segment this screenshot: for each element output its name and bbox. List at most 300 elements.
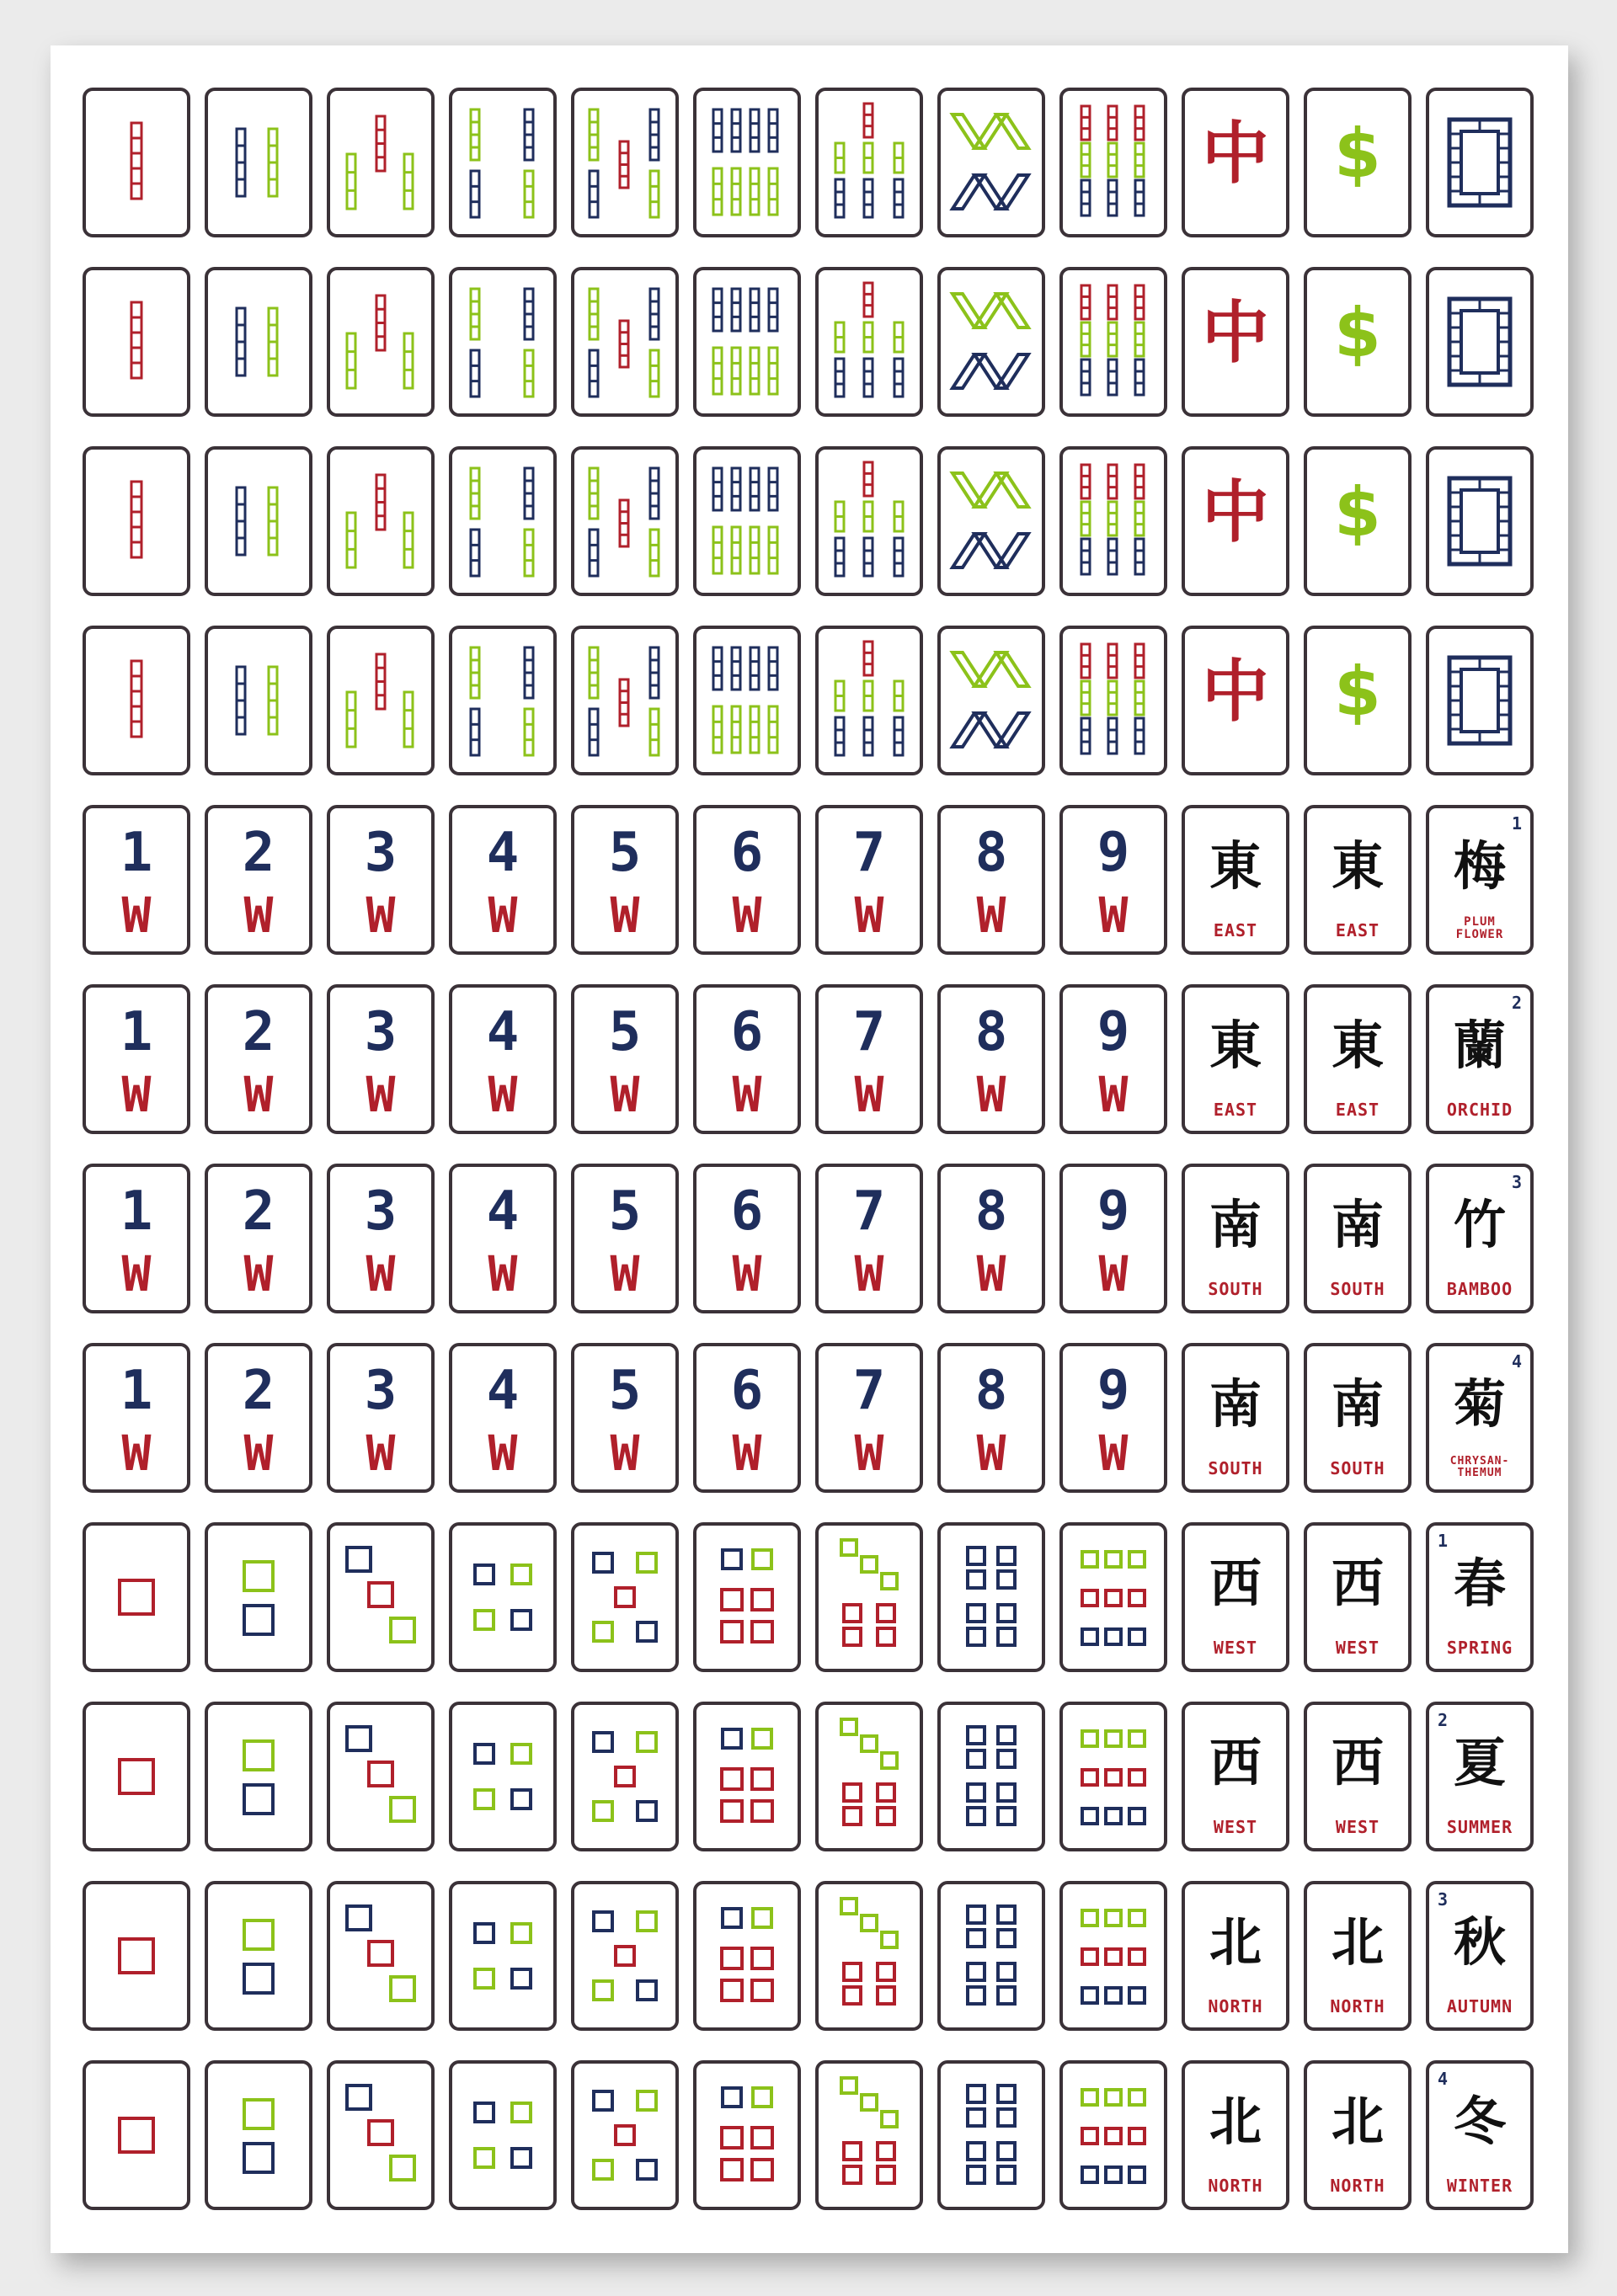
circle-pip — [369, 1583, 392, 1606]
tile-circle-2[interactable] — [205, 2060, 312, 2210]
circle-pip — [844, 2166, 861, 2183]
wind-south-glyph: 南 — [1209, 1373, 1262, 1435]
bamboo-stick — [269, 308, 277, 376]
bamboo-stick — [894, 359, 903, 397]
character-number: 2 — [242, 1180, 275, 1243]
tile-character-8[interactable] — [937, 1164, 1045, 1313]
tile-character-7[interactable] — [815, 805, 923, 955]
tile-bamboo-1[interactable] — [83, 88, 190, 237]
tile-circle-2[interactable] — [205, 1702, 312, 1851]
tile-flower[interactable] — [1426, 1343, 1534, 1493]
bamboo-stick — [894, 502, 903, 531]
circle-pip — [594, 2160, 612, 2179]
tile-bamboo-8[interactable] — [937, 626, 1045, 775]
circle-pip — [1106, 1770, 1121, 1785]
tile-character-9[interactable] — [1059, 984, 1167, 1134]
circle-pip — [347, 1548, 371, 1571]
bamboo-stick — [835, 502, 844, 531]
character-number: 5 — [608, 1360, 642, 1422]
tile-bamboo-6[interactable] — [693, 626, 801, 775]
tile-flower[interactable] — [1426, 1164, 1534, 1313]
bamboo-stick — [404, 333, 413, 388]
tile-circle-6[interactable] — [693, 1522, 801, 1672]
tile-bamboo-1[interactable] — [83, 446, 190, 596]
bamboo-stick — [1135, 285, 1144, 319]
bamboo-stick — [650, 171, 659, 217]
bamboo-stick — [769, 168, 777, 215]
bonus-glyph: 冬 — [1453, 2091, 1506, 2152]
tile-wind-north[interactable] — [1182, 2060, 1289, 2210]
tile-bamboo-3[interactable] — [327, 626, 435, 775]
tile-character-4[interactable] — [449, 1164, 557, 1313]
tile-bamboo-4[interactable] — [449, 267, 557, 417]
bamboo-stick — [269, 667, 277, 734]
tile-bamboo-7[interactable] — [815, 267, 923, 417]
tile-bamboo-5[interactable] — [571, 88, 679, 237]
bamboo-stick — [525, 647, 533, 698]
tile-circle-8[interactable] — [937, 1702, 1045, 1851]
tile-bamboo-8[interactable] — [937, 267, 1045, 417]
tile-circle-1[interactable] — [83, 1522, 190, 1672]
tile-character-7[interactable] — [815, 1164, 923, 1313]
bamboo-stick — [1081, 285, 1090, 319]
wind-north-glyph: 北 — [1331, 2091, 1384, 2152]
circle-pip — [475, 1611, 494, 1629]
character-number: 9 — [1097, 822, 1130, 884]
bamboo-stick — [376, 116, 385, 171]
bamboo-stick — [1135, 502, 1144, 535]
tile-character-6[interactable] — [693, 984, 801, 1134]
tile-character-4[interactable] — [449, 1343, 557, 1493]
tile-wind-east[interactable] — [1304, 984, 1412, 1134]
circle-pip — [998, 1605, 1015, 1622]
circle-pip — [616, 1588, 634, 1606]
tile-character-6[interactable] — [693, 805, 801, 955]
tile-character-8[interactable] — [937, 984, 1045, 1134]
character-suit-letter: W — [366, 1425, 396, 1482]
bonus-glyph: 梅 — [1453, 835, 1506, 897]
bonus-label: SUMMER — [1446, 1817, 1513, 1837]
tile-wind-south[interactable] — [1182, 1164, 1289, 1313]
tile-bamboo-5[interactable] — [571, 267, 679, 417]
circle-pip — [616, 2126, 634, 2144]
tile-bamboo-1[interactable] — [83, 267, 190, 417]
tile-season[interactable] — [1426, 1702, 1534, 1851]
bamboo-stick — [894, 681, 903, 711]
tile-character-2[interactable] — [205, 805, 312, 955]
tile-circle-8[interactable] — [937, 2060, 1045, 2210]
tile-circle-4[interactable] — [449, 1881, 557, 2031]
tile-season[interactable] — [1426, 1522, 1534, 1672]
character-suit-letter: W — [610, 1425, 640, 1482]
circle-pip — [347, 1906, 371, 1930]
circle-pip — [1129, 1809, 1145, 1824]
circle-pip — [391, 1977, 414, 2000]
circle-pip — [638, 1553, 656, 1572]
bamboo-stick — [347, 333, 355, 388]
circle-pip — [723, 1550, 741, 1569]
tile-circle-5[interactable] — [571, 2060, 679, 2210]
tile-bamboo-4[interactable] — [449, 626, 557, 775]
tile-white-dragon[interactable] — [1426, 446, 1534, 596]
tile-bamboo-7[interactable] — [815, 88, 923, 237]
tile-green-dragon[interactable] — [1304, 267, 1412, 417]
tile-circle-5[interactable] — [571, 1881, 679, 2031]
bamboo-stick — [131, 302, 141, 378]
tile-flower[interactable] — [1426, 805, 1534, 955]
tile-circle-7[interactable] — [815, 1702, 923, 1851]
tile-circle-3[interactable] — [327, 2060, 435, 2210]
character-suit-letter: W — [488, 1066, 518, 1123]
circle-pip — [882, 1574, 897, 1589]
tile-bamboo-4[interactable] — [449, 88, 557, 237]
tile-character-5[interactable] — [571, 805, 679, 955]
bamboo-stick — [1108, 285, 1117, 319]
tile-bamboo-6[interactable] — [693, 446, 801, 596]
bamboo-stick — [1081, 180, 1090, 216]
tile-character-5[interactable] — [571, 1343, 679, 1493]
circle-pip — [878, 1963, 894, 1980]
tile-character-9[interactable] — [1059, 805, 1167, 955]
wind-north-glyph: 北 — [1331, 1911, 1384, 1973]
bamboo-stick — [953, 115, 985, 148]
tile-circle-4[interactable] — [449, 1702, 557, 1851]
circle-pip — [998, 1628, 1015, 1645]
tile-character-8[interactable] — [937, 1343, 1045, 1493]
tile-circle-9[interactable] — [1059, 1881, 1167, 2031]
tile-circle-2[interactable] — [205, 1522, 312, 1672]
character-suit-letter: W — [610, 1245, 640, 1302]
circle-pip — [512, 1924, 531, 1942]
circle-pip — [244, 2100, 273, 2128]
tile-circle-9[interactable] — [1059, 1522, 1167, 1672]
character-number: 5 — [608, 1180, 642, 1243]
tile-bamboo-2[interactable] — [205, 626, 312, 775]
circle-pip — [594, 1912, 612, 1931]
bamboo-stick — [769, 468, 777, 510]
circle-pip — [841, 1899, 857, 1914]
circle-pip — [1106, 2128, 1121, 2144]
circle-pip — [1106, 1910, 1121, 1926]
bonus-glyph: 秋 — [1453, 1911, 1506, 1973]
tile-circle-4[interactable] — [449, 2060, 557, 2210]
bonus-label: ORCHID — [1446, 1100, 1513, 1120]
tile-bamboo-2[interactable] — [205, 267, 312, 417]
bamboo-stick — [732, 348, 740, 394]
green-dragon-icon: $ — [1334, 473, 1381, 551]
tile-circle-6[interactable] — [693, 2060, 801, 2210]
circle-pip — [968, 1930, 985, 1947]
circle-pip — [475, 2149, 494, 2167]
wind-west-glyph: 西 — [1209, 1553, 1262, 1614]
tile-character-5[interactable] — [571, 984, 679, 1134]
tile-bamboo-4[interactable] — [449, 446, 557, 596]
character-number: 3 — [364, 822, 398, 884]
tile-circle-2[interactable] — [205, 1881, 312, 2031]
bamboo-stick — [1135, 465, 1144, 498]
wind-south-label: SOUTH — [1330, 1458, 1385, 1478]
character-number: 1 — [120, 1180, 153, 1243]
tile-wind-north[interactable] — [1304, 1881, 1412, 2031]
circle-pip — [244, 1964, 273, 1993]
bamboo-stick — [471, 530, 479, 576]
tile-flower[interactable] — [1426, 984, 1534, 1134]
bamboo-stick — [864, 283, 873, 317]
bamboo-stick — [404, 154, 413, 209]
circle-pip — [638, 2091, 656, 2110]
tile-bamboo-2[interactable] — [205, 446, 312, 596]
circle-pip — [878, 2166, 894, 2183]
bamboo-stick — [713, 109, 722, 152]
white-dragon-icon — [1449, 478, 1510, 564]
circle-pip — [475, 1745, 494, 1763]
tile-green-dragon[interactable] — [1304, 626, 1412, 775]
bamboo-stick — [996, 115, 1028, 148]
tile-bamboo-3[interactable] — [327, 267, 435, 417]
green-dragon-icon: $ — [1334, 294, 1381, 372]
bamboo-stick — [1081, 465, 1090, 498]
tile-bamboo-9[interactable] — [1059, 446, 1167, 596]
tile-character-1[interactable] — [83, 984, 190, 1134]
tile-circle-7[interactable] — [815, 1522, 923, 1672]
bamboo-stick — [131, 661, 141, 737]
wind-north-label: NORTH — [1208, 1996, 1263, 2016]
tile-character-7[interactable] — [815, 1343, 923, 1493]
tile-character-9[interactable] — [1059, 1164, 1167, 1313]
tile-character-2[interactable] — [205, 984, 312, 1134]
tile-bamboo-6[interactable] — [693, 88, 801, 237]
tile-green-dragon[interactable] — [1304, 88, 1412, 237]
tile-circle-9[interactable] — [1059, 2060, 1167, 2210]
bamboo-stick — [996, 534, 1028, 567]
tile-bamboo-8[interactable] — [937, 446, 1045, 596]
character-suit-letter: W — [854, 1245, 884, 1302]
bamboo-stick — [974, 653, 1006, 686]
tile-character-3[interactable] — [327, 1164, 435, 1313]
tile-bamboo-6[interactable] — [693, 267, 801, 417]
bamboo-stick — [376, 654, 385, 709]
tile-wind-west[interactable] — [1304, 1522, 1412, 1672]
bamboo-stick — [1135, 143, 1144, 177]
tile-season[interactable] — [1426, 1881, 1534, 2031]
tile-bamboo-7[interactable] — [815, 626, 923, 775]
tile-red-dragon[interactable] — [1182, 626, 1289, 775]
tile-circle-9[interactable] — [1059, 1702, 1167, 1851]
bamboo-stick — [864, 322, 873, 352]
bamboo-stick — [525, 709, 533, 755]
tile-bamboo-3[interactable] — [327, 88, 435, 237]
circle-pip — [968, 2143, 985, 2160]
tile-bamboo-9[interactable] — [1059, 626, 1167, 775]
character-number: 8 — [974, 1001, 1008, 1063]
tile-character-8[interactable] — [937, 805, 1045, 955]
character-number: 4 — [486, 1360, 520, 1422]
circle-pip — [752, 1801, 772, 1821]
tile-character-9[interactable] — [1059, 1343, 1167, 1493]
bamboo-stick — [750, 289, 759, 331]
bamboo-stick — [769, 348, 777, 394]
tile-character-1[interactable] — [83, 1343, 190, 1493]
circle-pip — [391, 2156, 414, 2180]
tile-circle-1[interactable] — [83, 2060, 190, 2210]
circle-pip — [1106, 1809, 1121, 1824]
circle-pip — [1129, 2167, 1145, 2182]
tile-circle-6[interactable] — [693, 1702, 801, 1851]
character-suit-letter: W — [732, 1245, 762, 1302]
tile-season[interactable] — [1426, 2060, 1534, 2210]
bamboo-stick — [471, 647, 479, 698]
bamboo-stick — [732, 168, 740, 215]
bamboo-stick — [750, 348, 759, 394]
bamboo-stick — [525, 350, 533, 397]
white-dragon-icon — [1449, 299, 1510, 385]
circle-pip — [244, 1785, 273, 1814]
tile-character-2[interactable] — [205, 1164, 312, 1313]
tile-circle-6[interactable] — [693, 1881, 801, 2031]
tile-circle-1[interactable] — [83, 1702, 190, 1851]
circle-pip — [594, 1802, 612, 1820]
circle-pip — [638, 1622, 656, 1641]
tile-circle-4[interactable] — [449, 1522, 557, 1672]
wind-north-label: NORTH — [1330, 1996, 1385, 2016]
tile-circle-7[interactable] — [815, 1881, 923, 2031]
bamboo-stick — [1081, 502, 1090, 535]
bamboo-stick — [525, 530, 533, 576]
circle-pip — [1082, 2128, 1097, 2144]
tile-character-4[interactable] — [449, 984, 557, 1134]
tile-bamboo-1[interactable] — [83, 626, 190, 775]
tile-wind-west[interactable] — [1182, 1522, 1289, 1672]
bamboo-stick — [732, 468, 740, 510]
bamboo-stick — [953, 294, 985, 328]
character-number: 1 — [120, 822, 153, 884]
tile-white-dragon[interactable] — [1426, 267, 1534, 417]
circle-pip — [723, 1909, 741, 1927]
tile-wind-east[interactable] — [1304, 805, 1412, 955]
tile-red-dragon[interactable] — [1182, 267, 1289, 417]
bamboo-stick — [953, 175, 985, 209]
character-suit-letter: W — [488, 1245, 518, 1302]
wind-west-label: WEST — [1335, 1817, 1380, 1837]
tile-circle-5[interactable] — [571, 1702, 679, 1851]
tile-bamboo-9[interactable] — [1059, 267, 1167, 417]
circle-pip — [1106, 1731, 1121, 1746]
bamboo-stick — [974, 115, 1006, 148]
bamboo-stick — [1081, 681, 1090, 715]
bonus-glyph: 夏 — [1453, 1732, 1506, 1793]
bamboo-stick — [996, 294, 1028, 328]
tile-wind-south[interactable] — [1304, 1164, 1412, 1313]
bamboo-stick — [1135, 360, 1144, 395]
tile-red-dragon[interactable] — [1182, 88, 1289, 237]
tile-circle-5[interactable] — [571, 1522, 679, 1672]
bamboo-stick — [996, 354, 1028, 388]
bamboo-stick — [974, 175, 1006, 209]
tile-wind-north[interactable] — [1182, 1881, 1289, 2031]
tile-red-dragon[interactable] — [1182, 446, 1289, 596]
circle-pip — [844, 2143, 861, 2160]
circle-pip — [752, 1622, 772, 1642]
circle-pip — [1129, 2128, 1145, 2144]
tile-character-6[interactable] — [693, 1343, 801, 1493]
circle-pip — [594, 1553, 612, 1572]
circle-pip — [752, 1590, 772, 1610]
tile-circle-3[interactable] — [327, 1522, 435, 1672]
tile-bamboo-7[interactable] — [815, 446, 923, 596]
wind-east-label: EAST — [1213, 1100, 1258, 1120]
tile-white-dragon[interactable] — [1426, 626, 1534, 775]
tile-circle-3[interactable] — [327, 1881, 435, 2031]
tile-bamboo-5[interactable] — [571, 626, 679, 775]
circle-pip — [1082, 1590, 1097, 1606]
tile-white-dragon[interactable] — [1426, 88, 1534, 237]
tile-bamboo-2[interactable] — [205, 88, 312, 237]
bamboo-stick — [650, 530, 659, 576]
circle-pip — [844, 1963, 861, 1980]
circle-pip — [968, 1727, 985, 1744]
bonus-number: 2 — [1511, 993, 1522, 1013]
tile-circle-3[interactable] — [327, 1702, 435, 1851]
tile-bamboo-5[interactable] — [571, 446, 679, 596]
tile-character-6[interactable] — [693, 1164, 801, 1313]
circle-pip — [723, 2088, 741, 2107]
bamboo-stick — [864, 502, 873, 531]
bonus-number: 2 — [1438, 1710, 1449, 1730]
tile-character-3[interactable] — [327, 805, 435, 955]
tile-character-3[interactable] — [327, 1343, 435, 1493]
tile-wind-east[interactable] — [1182, 984, 1289, 1134]
circle-pip — [862, 1915, 877, 1931]
tile-wind-north[interactable] — [1304, 2060, 1412, 2210]
circle-pip — [244, 1562, 273, 1590]
bamboo-stick — [376, 475, 385, 530]
tile-bamboo-3[interactable] — [327, 446, 435, 596]
tile-character-4[interactable] — [449, 805, 557, 955]
tile-character-1[interactable] — [83, 1164, 190, 1313]
tile-wind-south[interactable] — [1182, 1343, 1289, 1493]
bamboo-stick — [864, 642, 873, 675]
bamboo-stick — [835, 538, 844, 576]
character-suit-letter: W — [243, 887, 274, 944]
bamboo-stick — [347, 154, 355, 209]
circle-pip — [998, 2086, 1015, 2102]
tile-character-1[interactable] — [83, 805, 190, 955]
wind-east-label: EAST — [1335, 1100, 1380, 1120]
tile-bamboo-8[interactable] — [937, 88, 1045, 237]
tile-wind-south[interactable] — [1304, 1343, 1412, 1493]
tile-wind-west[interactable] — [1182, 1702, 1289, 1851]
tile-character-7[interactable] — [815, 984, 923, 1134]
tile-bamboo-9[interactable] — [1059, 88, 1167, 237]
tile-wind-west[interactable] — [1304, 1702, 1412, 1851]
tile-circle-1[interactable] — [83, 1881, 190, 2031]
bamboo-stick — [835, 179, 844, 217]
red-dragon-icon: 中 — [1202, 473, 1269, 551]
tile-green-dragon[interactable] — [1304, 446, 1412, 596]
character-suit-letter: W — [243, 1425, 274, 1482]
tile-circle-8[interactable] — [937, 1522, 1045, 1672]
tile-circle-7[interactable] — [815, 2060, 923, 2210]
tile-character-3[interactable] — [327, 984, 435, 1134]
tile-character-5[interactable] — [571, 1164, 679, 1313]
tile-wind-east[interactable] — [1182, 805, 1289, 955]
bamboo-stick — [1081, 322, 1090, 356]
character-suit-letter: W — [732, 1425, 762, 1482]
character-suit-letter: W — [243, 1245, 274, 1302]
tile-circle-8[interactable] — [937, 1881, 1045, 2031]
tile-character-2[interactable] — [205, 1343, 312, 1493]
bamboo-stick — [953, 653, 985, 686]
